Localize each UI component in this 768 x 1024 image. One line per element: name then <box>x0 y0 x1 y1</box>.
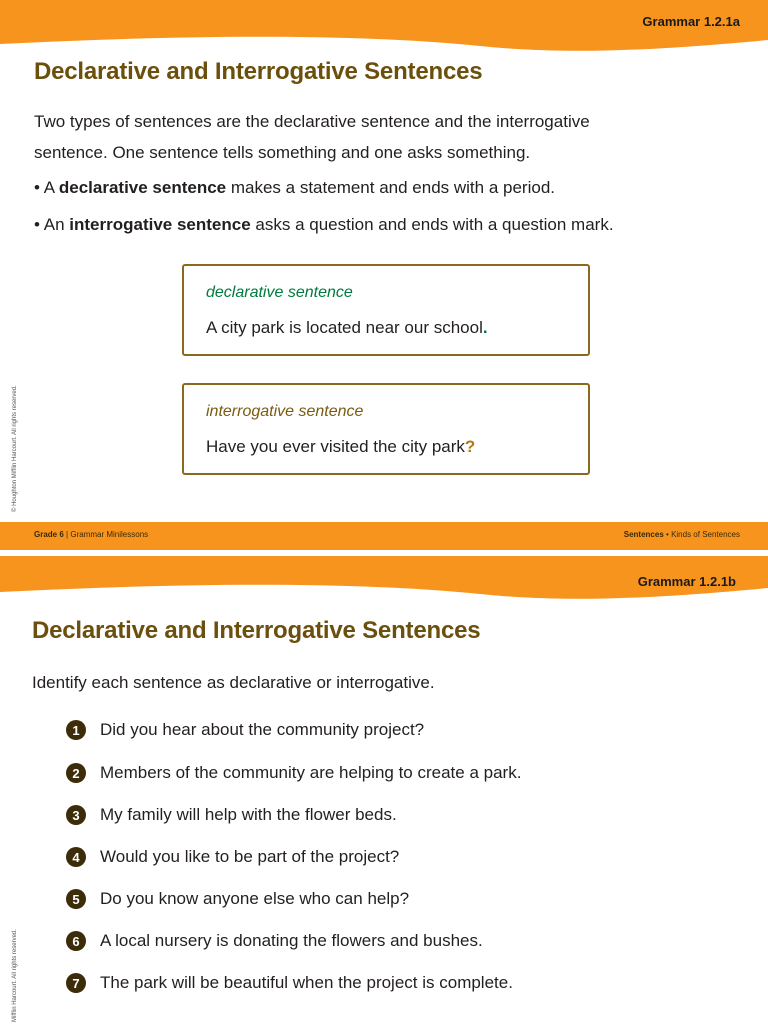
term-interrogative: interrogative sentence <box>69 215 251 234</box>
example-sentence <box>206 318 488 338</box>
footer-topic: Sentences <box>623 530 664 539</box>
item-text: Do you know anyone else who can help? <box>100 889 410 908</box>
example-text: Have you ever visited the city park <box>206 437 465 456</box>
footer-bar <box>0 522 768 550</box>
page-title: Declarative and Interrogative Sentences <box>32 617 481 644</box>
period-mark: . <box>482 318 488 337</box>
example-box-interrogative <box>182 383 590 475</box>
list-item <box>66 929 483 953</box>
bullet-prefix: • A <box>34 178 59 197</box>
footer-grade: Grade 6 <box>34 530 64 539</box>
footer-right <box>624 530 740 539</box>
number-badge: 1 <box>66 720 86 740</box>
bullet-interrogative <box>34 215 614 235</box>
number-badge: 7 <box>66 973 86 993</box>
intro-line-1: Two types of sentences are the declarative sentence and the interrogative <box>34 112 590 131</box>
example-text: A city park is located near our school <box>206 318 483 337</box>
list-item <box>66 887 409 911</box>
example-label: declarative sentence <box>206 284 353 301</box>
bullet-text: makes a statement and ends with a period. <box>226 178 555 197</box>
footer-dot: • <box>666 530 669 539</box>
lesson-code: Grammar 1.2.1b <box>637 574 736 589</box>
number-badge: 2 <box>66 763 86 783</box>
example-box-declarative <box>182 264 590 356</box>
item-text: A local nursery is donating the flowers and bushes. <box>100 931 483 950</box>
number-badge: 4 <box>66 847 86 867</box>
example-label: interrogative sentence <box>206 403 364 420</box>
footer-left <box>34 530 148 539</box>
example-sentence <box>206 437 475 457</box>
list-item <box>66 718 424 742</box>
item-text: Would you like to be part of the project? <box>100 847 400 866</box>
list-item <box>66 971 513 995</box>
footer-series: Grammar Minilessons <box>70 530 149 539</box>
lesson-code: Grammar 1.2.1a <box>642 14 740 29</box>
instruction: Identify each sentence as declarative or interrogative. <box>32 673 435 692</box>
question-mark: ? <box>464 437 476 456</box>
number-badge: 5 <box>66 889 86 909</box>
copyright-notice: Mifflin Harcourt. All rights reserved. <box>12 929 18 1022</box>
number-badge: 6 <box>66 931 86 951</box>
intro-paragraph <box>34 106 734 168</box>
term-declarative: declarative sentence <box>58 178 227 197</box>
footer-subtopic: Kinds of Sentences <box>671 530 740 539</box>
page-title: Declarative and Interrogative Sentences <box>34 58 483 85</box>
item-text: The park will be beautiful when the project is complete. <box>100 973 513 992</box>
item-text: My family will help with the flower beds. <box>100 805 397 824</box>
header-wave <box>0 0 768 60</box>
list-item <box>66 845 399 869</box>
bullet-text: asks a question and ends with a question mark. <box>250 215 614 234</box>
number-badge: 3 <box>66 805 86 825</box>
copyright-notice: © Houghton Mifflin Harcourt. All rights reserved. <box>12 385 18 512</box>
list-item <box>66 803 397 827</box>
intro-line-2: sentence. One sentence tells something and one asks something. <box>34 143 531 162</box>
item-text: Members of the community are helping to create a park. <box>100 763 522 782</box>
bullet-declarative <box>34 178 555 198</box>
slide-grammar-1-2-1b <box>0 556 768 1024</box>
list-item <box>66 761 521 785</box>
footer-separator: | <box>66 530 69 539</box>
bullet-prefix: • An <box>34 215 70 234</box>
item-text: Did you hear about the community project? <box>100 720 425 739</box>
